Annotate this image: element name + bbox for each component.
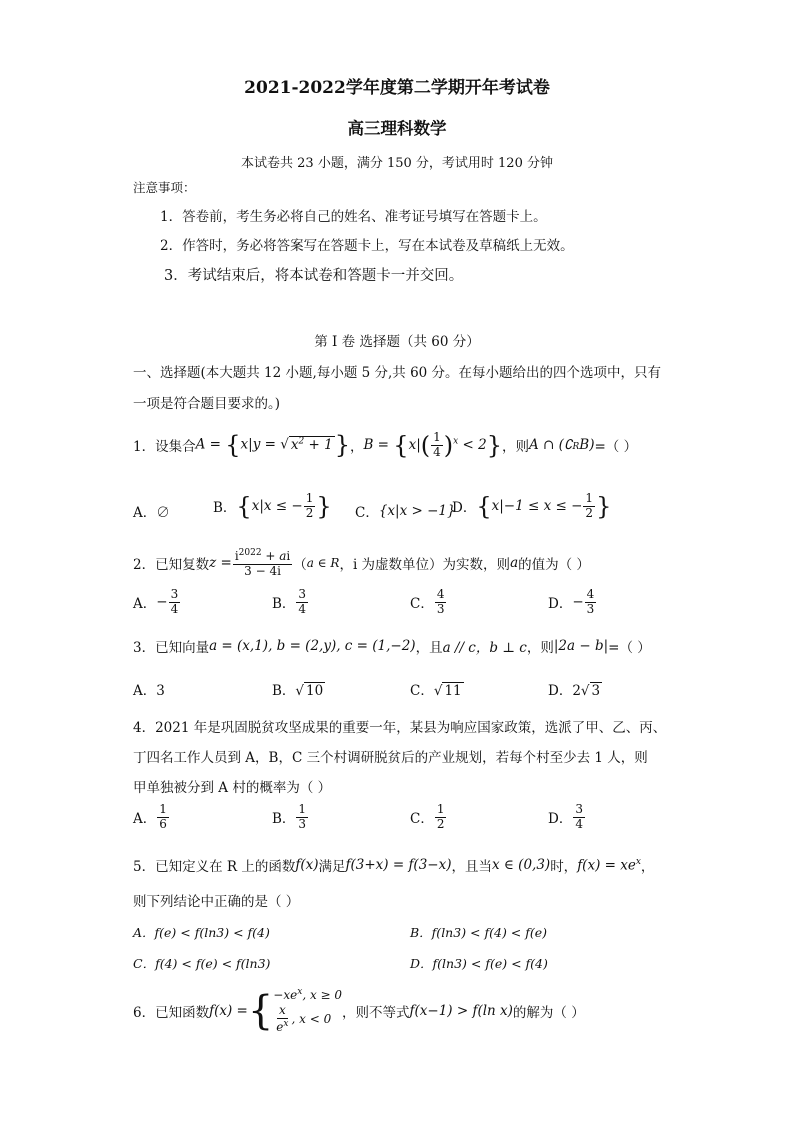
question-3: 3．已知向量 a = (x,1), b = (2,y), c = (1,−2) ，且 a // c，b ⊥ c ，则 |2a − b| =（ ）: [133, 638, 651, 656]
note-item: 2．作答时，务必将答案写在答题卡上，写在本试卷及草稿纸上无效。: [160, 238, 574, 254]
q5-option-b: B．f(ln3) < f(4) < f(e): [410, 925, 548, 940]
q3-option-c: C．√ 11: [410, 683, 462, 699]
q1-option-d: D． {x|−1 ≤ x ≤ − $\frac{1}{2}$ }: [452, 491, 612, 521]
q1-set-b: B = {x|( $\frac{1}{4}$ )$^x$ < 2}: [363, 429, 502, 459]
q1-set-a: A = {x|y = √ $x^2 + 1$}: [195, 431, 350, 459]
exam-title: 2021-2022学年度第二学期开年考试卷: [244, 78, 550, 98]
q1-answer-blank: =（ ）: [594, 439, 638, 455]
exam-info: 本试卷共 23 小题，满分 150 分，考试用时 120 分钟: [241, 156, 553, 171]
q5-option-d: D．f(ln3) < f(e) < f(4): [410, 956, 548, 971]
q3-option-b: B．√ 10: [272, 683, 324, 699]
question-4-line: 甲单独被分到 A 村的概率为（ ）: [133, 780, 332, 796]
question-5-line2: 则下列结论中正确的是（ ）: [133, 894, 300, 910]
part1-intro: 一项是符合题目要求的。): [133, 396, 281, 412]
q1-expr: A ∩ (∁RB): [529, 437, 595, 453]
q5-option-a: A．f(e) < f(ln3) < f(4): [133, 925, 270, 940]
question-4-line: 丁四名工作人员到 A，B，C 三个村调研脱贫后的产业规划，若每个村至少去 1 人，则: [133, 750, 648, 766]
q4-option-d: D． $\frac{3}{4}$: [548, 802, 583, 831]
question-4-line: 4．2021 年是巩固脱贫攻坚成果的重要一年，某县为响应国家政策，选派了甲、乙、丙、: [133, 720, 667, 736]
q4-option-c: C． $\frac{1}{2}$: [410, 802, 445, 831]
part1-intro: 一、选择题(本大题共 12 小题,每小题 5 分,共 60 分。在每小题给出的四个选项中，只有: [133, 365, 662, 381]
exam-subject: 高三理科数学: [347, 119, 447, 138]
q3-option-d: D．2√ 3: [548, 683, 601, 699]
question-1: 1．设集合 A = {x|y = √ $x^2 + 1$} ， B = {x|( $\frac{1}{4}$ )$^x$ < 2} ，则 A ∩ (∁RB) =（ ）: [133, 429, 638, 459]
q5-option-c: C．f(4) < f(e) < f(ln3): [133, 956, 271, 971]
q2-option-b: B． $\frac{3}{4}$: [272, 587, 307, 616]
q4-option-b: B． $\frac{1}{3}$: [272, 802, 307, 831]
q2-option-d: D． − $\frac{4}{3}$: [548, 587, 595, 616]
note-item: 1．答卷前，考生务必将自己的姓名、准考证号填写在答题卡上。: [160, 209, 547, 225]
q1-lead: 1．设集合: [133, 439, 196, 455]
q1-option-c: C． {x|x > −1}: [355, 503, 456, 521]
q2-option-a: A． − $\frac{3}{4}$: [133, 587, 179, 616]
question-2: 2．已知复数 z = $\frac{i^{2022} + ai}{3 - 4i}$ （ a ∈ R ，i 为虚数单位）为实数，则 a 的值为（ ）: [133, 547, 590, 578]
question-5: 5．已知定义在 R 上的函数 f(x) 满足 f(3+x) = f(3−x) ，且当 x ∈ (0,3) 时， $f(x) = xe^x$ ，: [133, 856, 655, 875]
note-item: 3．考试结束后，将本试卷和答题卡一并交回。: [164, 268, 464, 284]
notes-heading: 注意事项：: [133, 180, 196, 195]
q4-option-a: A． $\frac{1}{6}$: [133, 802, 167, 831]
question-6: 6．已知函数 f(x) = { $-xe^x$, x ≥ 0 $\frac{x}{e^x}$ , x < 0 ，则不等式 f(x−1) > f(ln x) 的解为（ ）: [133, 987, 585, 1034]
q1-option-b: B． {x|x ≤ − $\frac{1}{2}$ }: [213, 491, 332, 521]
part1-heading: 第 I 卷 选择题（共 60 分）: [314, 334, 480, 350]
q3-option-a: A．3: [133, 683, 165, 699]
q2-option-c: C． $\frac{4}{3}$: [410, 587, 445, 616]
q1-tail: ，则: [502, 439, 529, 455]
q1-option-a: A．∅: [133, 505, 170, 521]
